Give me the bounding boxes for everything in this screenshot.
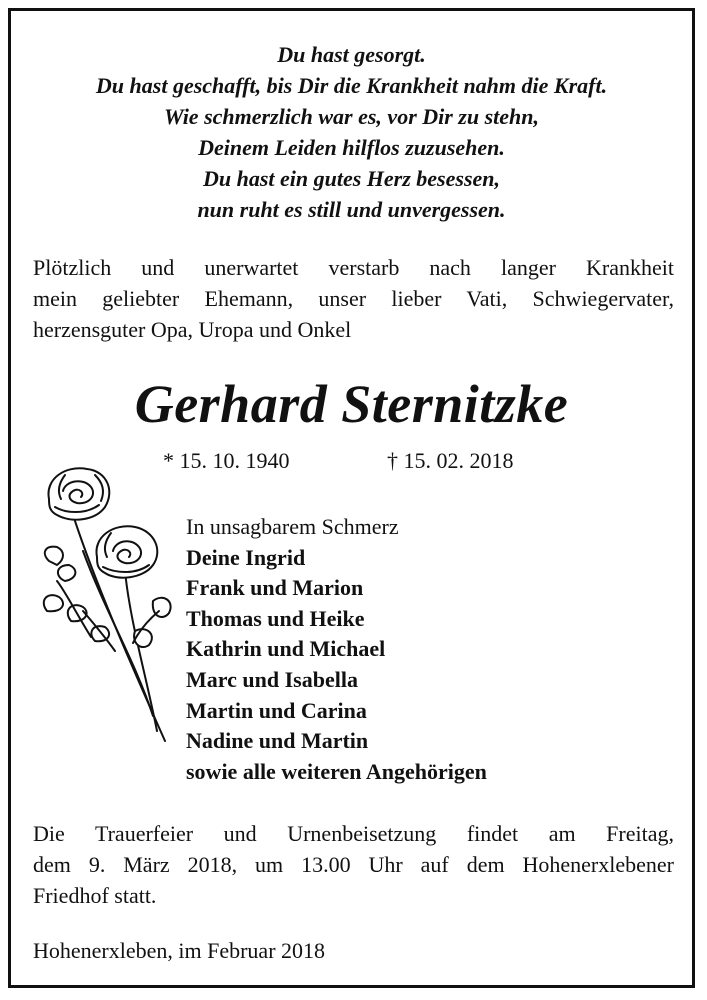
poem-line: nun ruht es still und unvergessen. xyxy=(197,197,506,222)
mourners-list xyxy=(186,512,487,787)
obituary-notice xyxy=(8,8,695,988)
poem-line: Wie schmerzlich war es, vor Dir zu stehn, xyxy=(163,104,540,129)
death-date: † 15. 02. 2018 xyxy=(387,448,514,473)
death-announcement xyxy=(33,252,674,345)
service-line: dem 9. März 2018, um 13.00 Uhr auf dem Hohenerxlebener xyxy=(33,852,674,877)
mourner-name: Nadine und Martin xyxy=(186,728,369,754)
mourner-name: Kathrin und Michael xyxy=(186,636,386,662)
poem-line: Du hast ein gutes Herz besessen, xyxy=(202,166,501,191)
roses-illustration-icon xyxy=(35,461,185,751)
mourners-heading: In unsagbarem Schmerz xyxy=(186,514,399,539)
service-line: Friedhof statt. xyxy=(33,883,157,908)
poem xyxy=(11,39,692,225)
birth-date: * 15. 10. 1940 xyxy=(163,448,290,473)
mourner-name: Deine Ingrid xyxy=(186,544,306,570)
poem-line: Deinem Leiden hilflos zuzusehen. xyxy=(198,135,505,160)
mourner-name: sowie alle weiteren Angehörigen xyxy=(186,758,487,784)
mourner-name: Frank und Marion xyxy=(186,575,364,601)
funeral-service-info xyxy=(33,818,674,911)
announcement-line: Plötzlich und unerwartet verstarb nach langer Krankheit xyxy=(33,255,674,280)
mourner-name: Martin und Carina xyxy=(186,697,367,723)
place-and-date: Hohenerxleben, im Februar 2018 xyxy=(33,938,326,963)
mourner-name: Thomas und Heike xyxy=(186,605,365,631)
poem-line: Du hast gesorgt. xyxy=(277,42,426,67)
mourner-name: Marc und Isabella xyxy=(186,666,358,692)
service-line: Die Trauerfeier und Urnenbeisetzung findet am Freitag, xyxy=(33,821,674,846)
deceased-name: Gerhard Sternitzke xyxy=(134,374,569,434)
poem-line: Du hast geschafft, bis Dir die Krankheit nahm die Kraft. xyxy=(95,73,608,98)
announcement-line: herzensguter Opa, Uropa und Onkel xyxy=(33,317,352,342)
announcement-line: mein geliebter Ehemann, unser lieber Vati, Schwiegervater, xyxy=(33,286,674,311)
